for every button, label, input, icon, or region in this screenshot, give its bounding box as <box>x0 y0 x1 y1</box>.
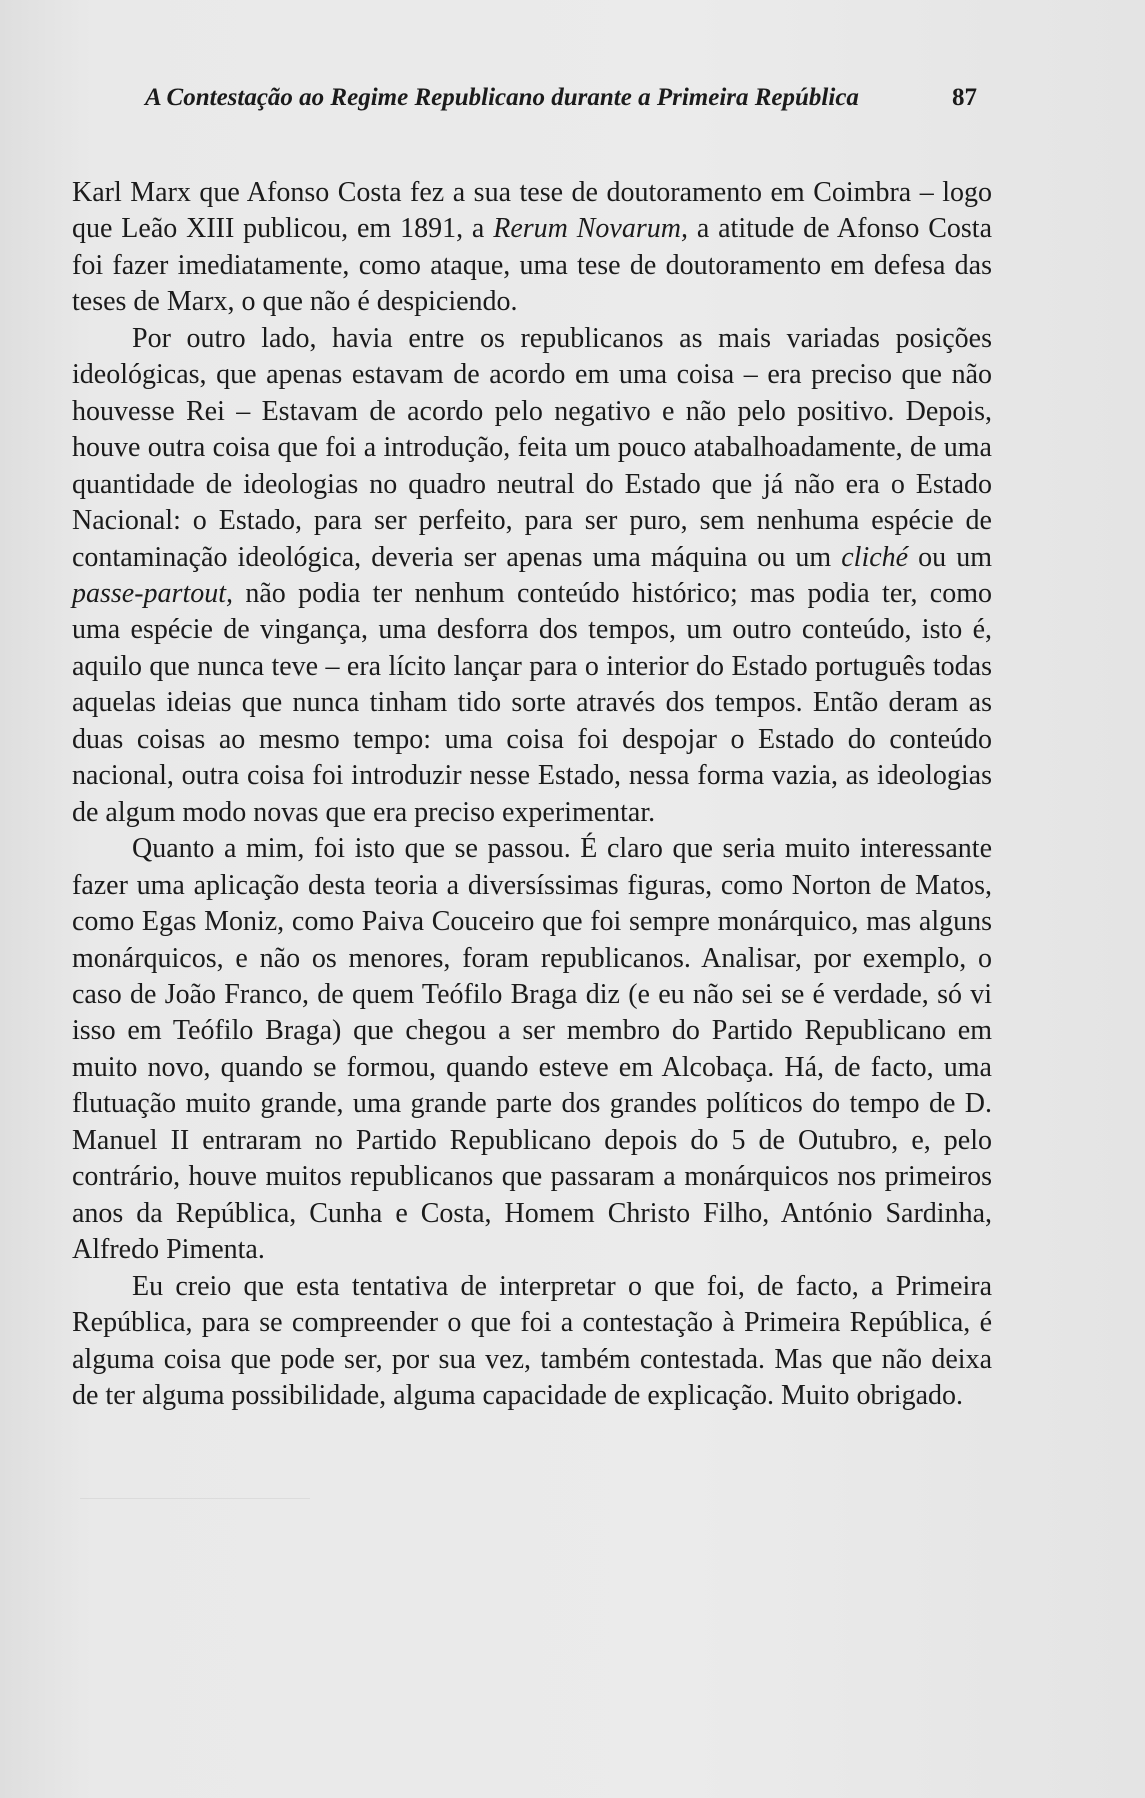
italic-term: passe-partout, <box>72 577 233 609</box>
show-through-texture <box>80 1510 980 1710</box>
text-run: a atitude de Afonso Costa foi fazer imediatamente, como ataque, uma tese de doutoramento em defesa das teses de Marx, o que não é despiciendo. <box>72 213 992 318</box>
text-run: Karl Marx que Afonso Costa fez a sua tese de doutoramento em Coimbra – logo que Leão XIII publicou, em 1891, a <box>72 177 992 245</box>
italic-term: cliché <box>841 541 909 573</box>
italic-term: Rerum Novarum, <box>493 213 688 245</box>
text-run: Eu creio que esta tentativa de interpretar o que foi, de facto, a Primeira República, para se compreender o que foi a contestação à Primeira República, é alguma coisa que pode ser, por sua vez, também contestada. Mas que não deixa de ter alguma possibilidade, alguma capacidade de explicação. Muito obrigado. <box>72 1270 992 1411</box>
show-through-rule <box>80 1498 310 1499</box>
text-run: Quanto a mim, foi isto que se passou. É claro que seria muito interessante fazer uma aplicação desta teoria a diversíssimas figuras, como Norton de Matos, como Egas Moniz, como Paiva Couceiro que foi sempre monárquico, mas alguns monárquicos, e não os menores, foram republicanos. Analisar, por exemplo, o caso de João Franco, de quem Teófilo Braga diz (e eu não sei se é verdade, só vi isso em Teófilo Braga) que chegou a ser membro do Partido Republicano em muito novo, quando se formou, quando esteve em Alcobaça. Há, de facto, uma flutuação muito grande, uma grande parte dos grandes políticos do tempo de D. Manuel II entraram no Partido Republicano depois do 5 de Outubro, e, pelo contrário, houve muitos republicanos que passaram a monárquicos nos primeiros anos da República, Cunha e Costa, Homem Christo Filho, António Sardinha, Alfredo Pimenta. <box>72 833 992 1266</box>
paragraph <box>72 321 992 831</box>
paragraph <box>72 831 992 1268</box>
body-text <box>72 175 992 1414</box>
paragraph <box>72 175 992 321</box>
page-number: 87 <box>952 84 977 111</box>
paragraph <box>72 1269 992 1415</box>
text-run: Por outro lado, havia entre os republicanos as mais variadas posições ideológicas, que apenas estavam de acordo em uma coisa – era preciso que não houvesse Rei – Estavam de acordo pelo negativo e não pelo positivo. Depois, houve outra coisa que foi a introdução, feita um pouco atabalhoadamente, de uma quantidade de ideologias no quadro neutral do Estado que já não era o Estado Nacional: o Estado, para ser perfeito, para ser puro, sem nenhuma espécie de contaminação ideológica, deveria ser apenas uma máquina ou um <box>72 322 992 573</box>
running-title: A Contestação ao Regime Republicano durante a Primeira República <box>145 84 859 111</box>
running-head <box>145 78 985 114</box>
text-run: ou um <box>908 541 992 573</box>
text-run: não podia ter nenhum conteúdo histórico; mas podia ter, como uma espécie de vingança, uma desforra dos tempos, um outro conteúdo, isto é, aquilo que nunca teve – era lícito lançar para o interior do Estado português todas aquelas ideias que nunca tinham tido sorte através dos tempos. Então deram as duas coisas ao mesmo tempo: uma coisa foi despojar o Estado do conteúdo nacional, outra coisa foi introduzir nesse Estado, nessa forma vazia, as ideologias de algum modo novas que era preciso experimentar. <box>72 577 992 828</box>
